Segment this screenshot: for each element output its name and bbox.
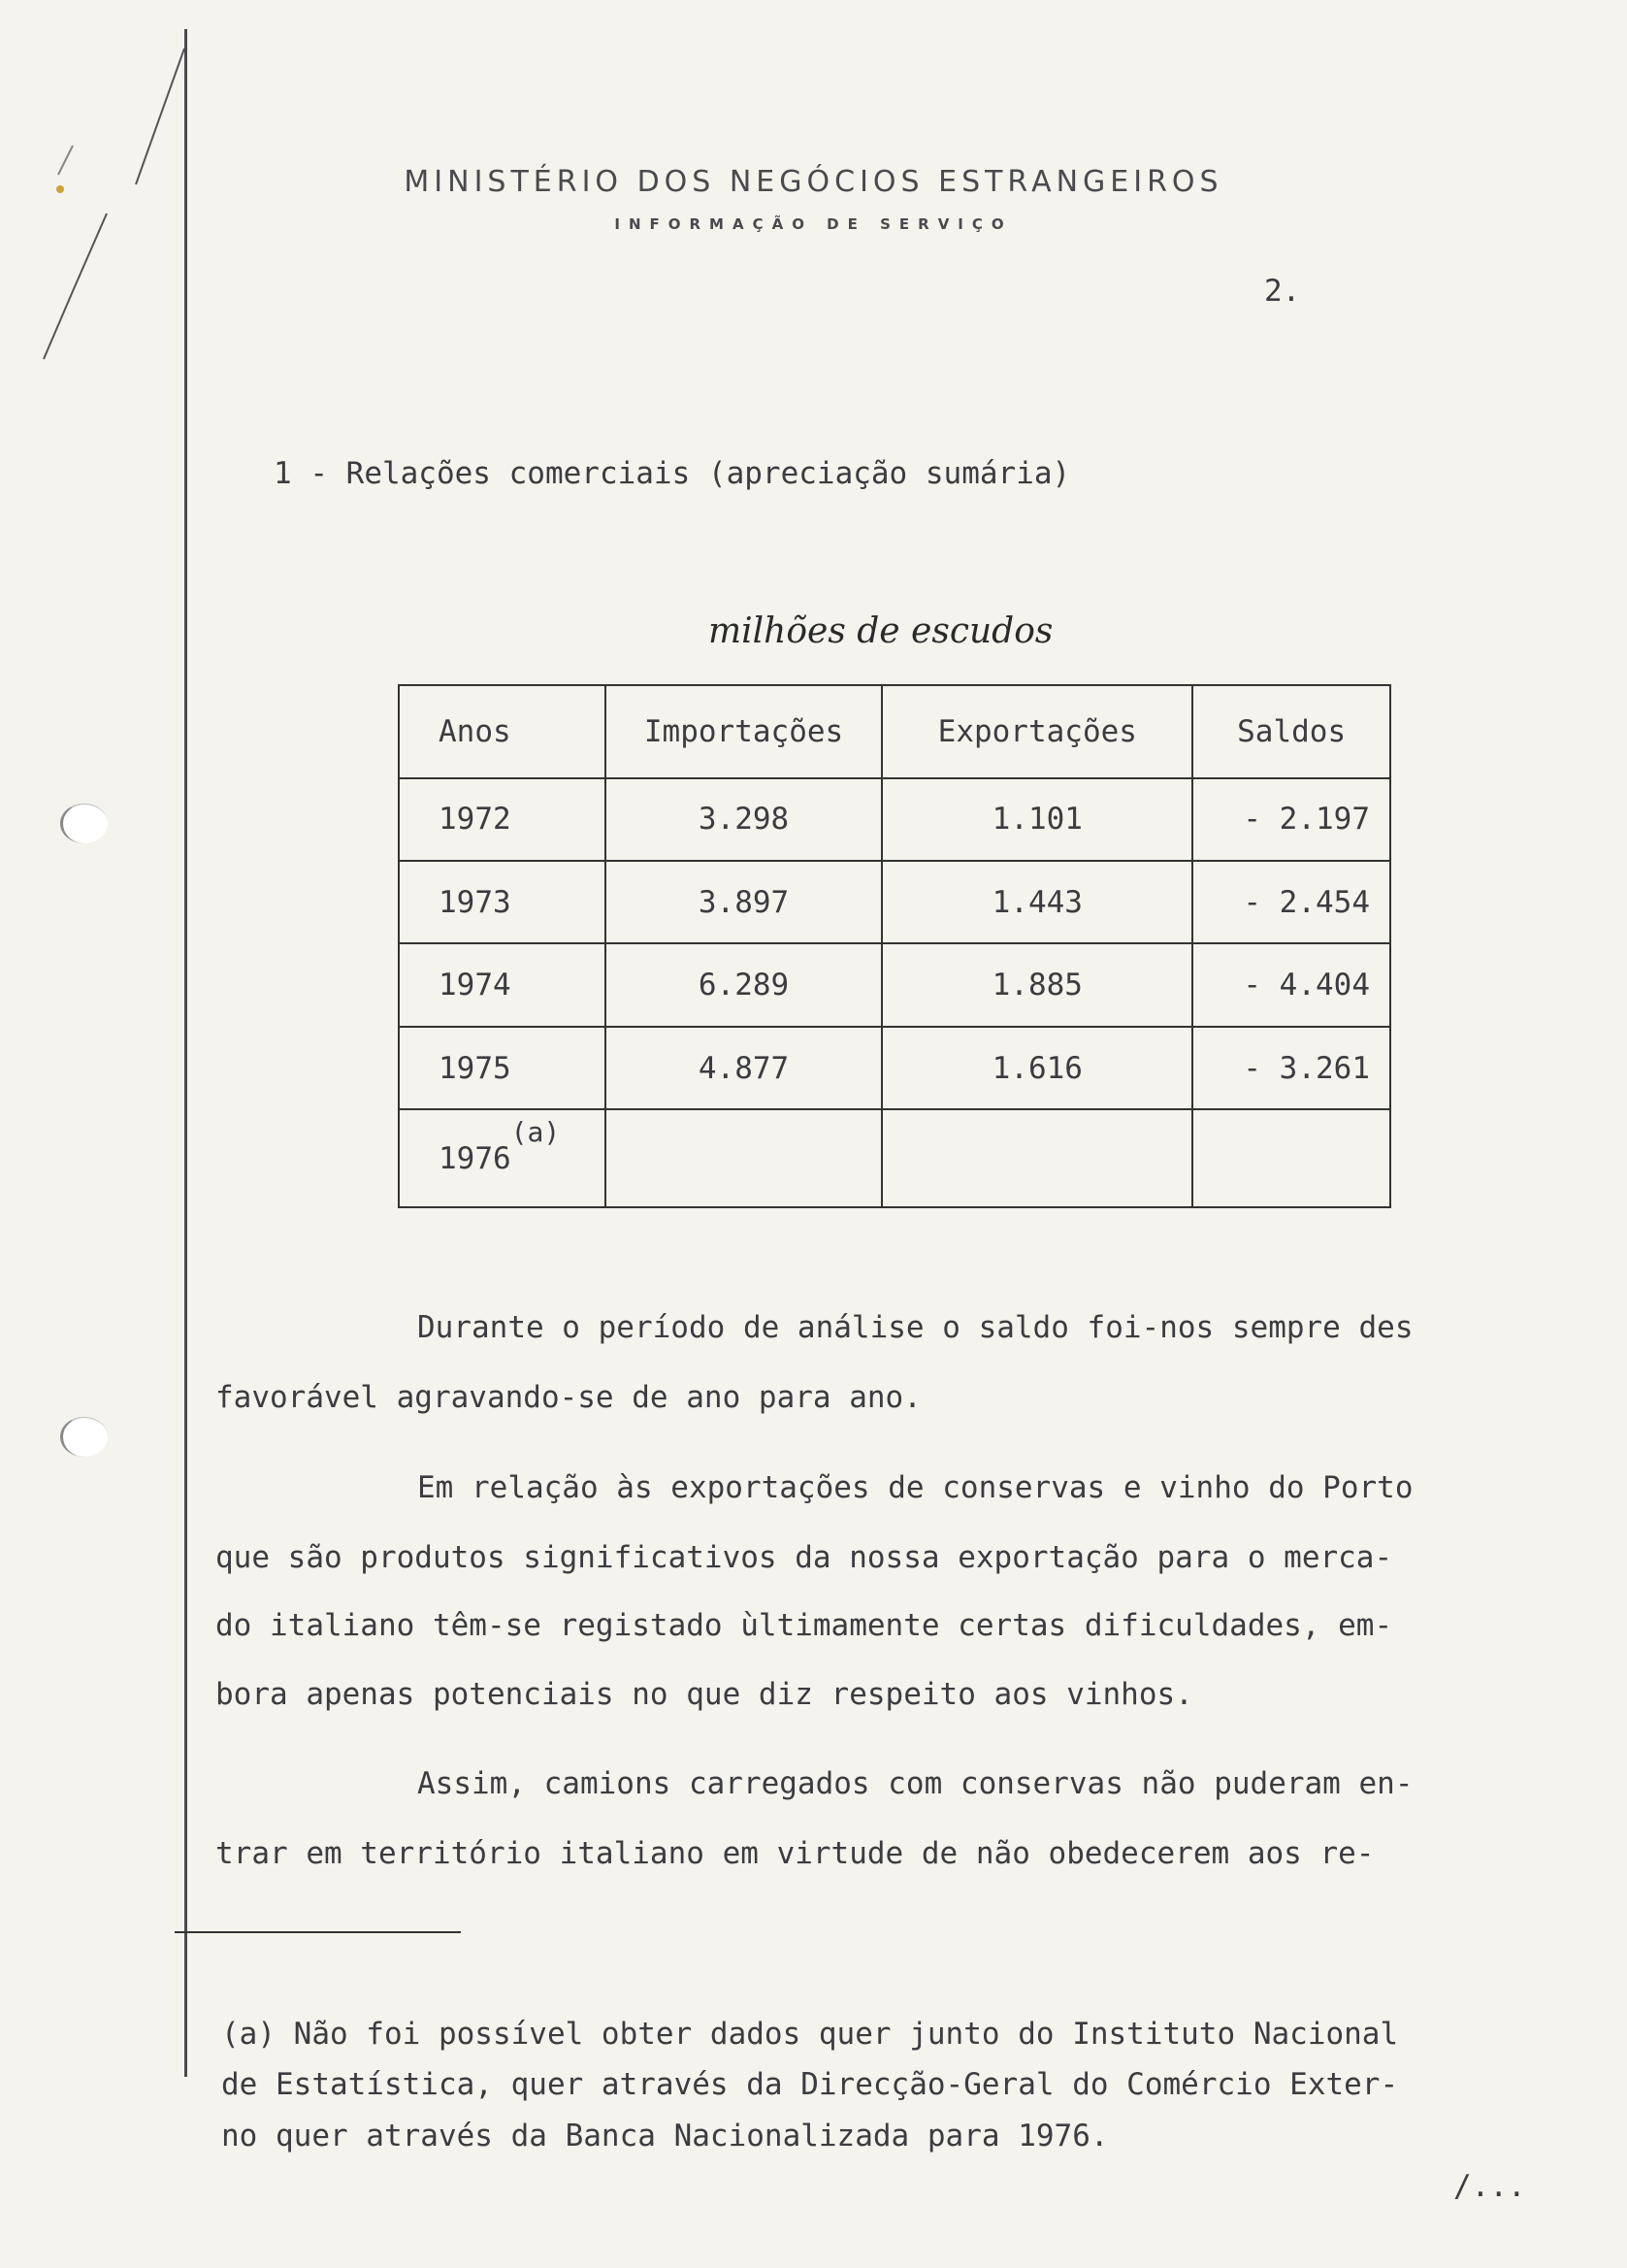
trade-table bbox=[398, 684, 1391, 1208]
paragraph-2-line-3: do italiano têm-se registado ùltimamente certas dificuldades, em- bbox=[215, 1608, 1393, 1643]
section-heading: 1 - Relações comerciais (apreciação sumária) bbox=[274, 456, 1071, 491]
ministry-subtitle: INFORMAÇÃO DE SERVIÇO bbox=[614, 215, 1013, 233]
cell-year-value: 1976 bbox=[439, 1140, 511, 1176]
table-row bbox=[399, 1109, 1390, 1207]
margin-rule bbox=[184, 29, 187, 2077]
cell-exports bbox=[882, 1109, 1192, 1207]
cell-year: 1972 bbox=[399, 778, 605, 861]
header-exports: Exportações bbox=[882, 685, 1192, 778]
cell-imports: 3.298 bbox=[605, 778, 883, 861]
cell-exports: 1.101 bbox=[882, 778, 1192, 861]
cell-exports: 1.443 bbox=[882, 861, 1192, 943]
punch-hole-upper bbox=[60, 804, 108, 843]
cell-exports: 1.616 bbox=[882, 1027, 1192, 1109]
cell-balance: - 4.404 bbox=[1192, 943, 1390, 1026]
paragraph-1-line-1: Durante o período de análise o saldo foi-nos sempre des bbox=[417, 1310, 1414, 1345]
cell-balance bbox=[1192, 1109, 1390, 1207]
cell-exports: 1.885 bbox=[882, 943, 1192, 1026]
cell-year: 1974 bbox=[399, 943, 605, 1026]
cell-year: 1975 bbox=[399, 1027, 605, 1109]
footnote-line-1: (a) Não foi possível obter dados quer junto do Instituto Nacional bbox=[221, 2017, 1399, 2052]
header-imports: Importações bbox=[605, 685, 883, 778]
header-balance: Saldos bbox=[1192, 685, 1390, 778]
table-row bbox=[399, 778, 1390, 861]
paragraph-2-line-2: que são produtos significativos da nossa exportação para o merca- bbox=[215, 1540, 1393, 1575]
footnote-divider bbox=[175, 1931, 461, 1933]
paragraph-3-line-2: trar em território italiano em virtude de não obedecerem aos re- bbox=[215, 1836, 1375, 1871]
footnote-marker: (a) bbox=[510, 1115, 561, 1148]
paragraph-2-line-1: Em relação às exportações de conservas e vinho do Porto bbox=[417, 1470, 1414, 1505]
paragraph-3-line-1: Assim, camions carregados com conservas não puderam en- bbox=[417, 1766, 1414, 1801]
cell-imports: 4.877 bbox=[605, 1027, 883, 1109]
page-number: 2. bbox=[1264, 274, 1301, 309]
paragraph-2-line-4: bora apenas potenciais no que diz respeito aos vinhos. bbox=[215, 1677, 1193, 1712]
cell-balance: - 2.197 bbox=[1192, 778, 1390, 861]
margin-pencil-marks bbox=[15, 29, 189, 378]
cell-year: 1973 bbox=[399, 861, 605, 943]
cell-balance: - 2.454 bbox=[1192, 861, 1390, 943]
header-years: Anos bbox=[399, 685, 605, 778]
table-row bbox=[399, 943, 1390, 1026]
cell-balance: - 3.261 bbox=[1192, 1027, 1390, 1109]
footnote-line-3: no quer através da Banca Nacionalizada para 1976. bbox=[221, 2119, 1109, 2153]
table-row bbox=[399, 1027, 1390, 1109]
cell-imports: 3.897 bbox=[605, 861, 883, 943]
table-row bbox=[399, 861, 1390, 943]
ministry-title: MINISTÉRIO DOS NEGÓCIOS ESTRANGEIROS bbox=[404, 165, 1223, 199]
table-header-row bbox=[399, 685, 1390, 778]
handwritten-unit-note: milhões de escudos bbox=[708, 611, 1054, 651]
punch-hole-lower bbox=[60, 1417, 108, 1457]
cell-year bbox=[399, 1109, 605, 1207]
cell-imports bbox=[605, 1109, 883, 1207]
continuation-mark: /... bbox=[1453, 2169, 1526, 2204]
paragraph-1-line-2: favorável agravando-se de ano para ano. bbox=[215, 1380, 922, 1415]
footnote-line-2: de Estatística, quer através da Direcção-Geral do Comércio Exter- bbox=[221, 2067, 1399, 2102]
cell-imports: 6.289 bbox=[605, 943, 883, 1026]
